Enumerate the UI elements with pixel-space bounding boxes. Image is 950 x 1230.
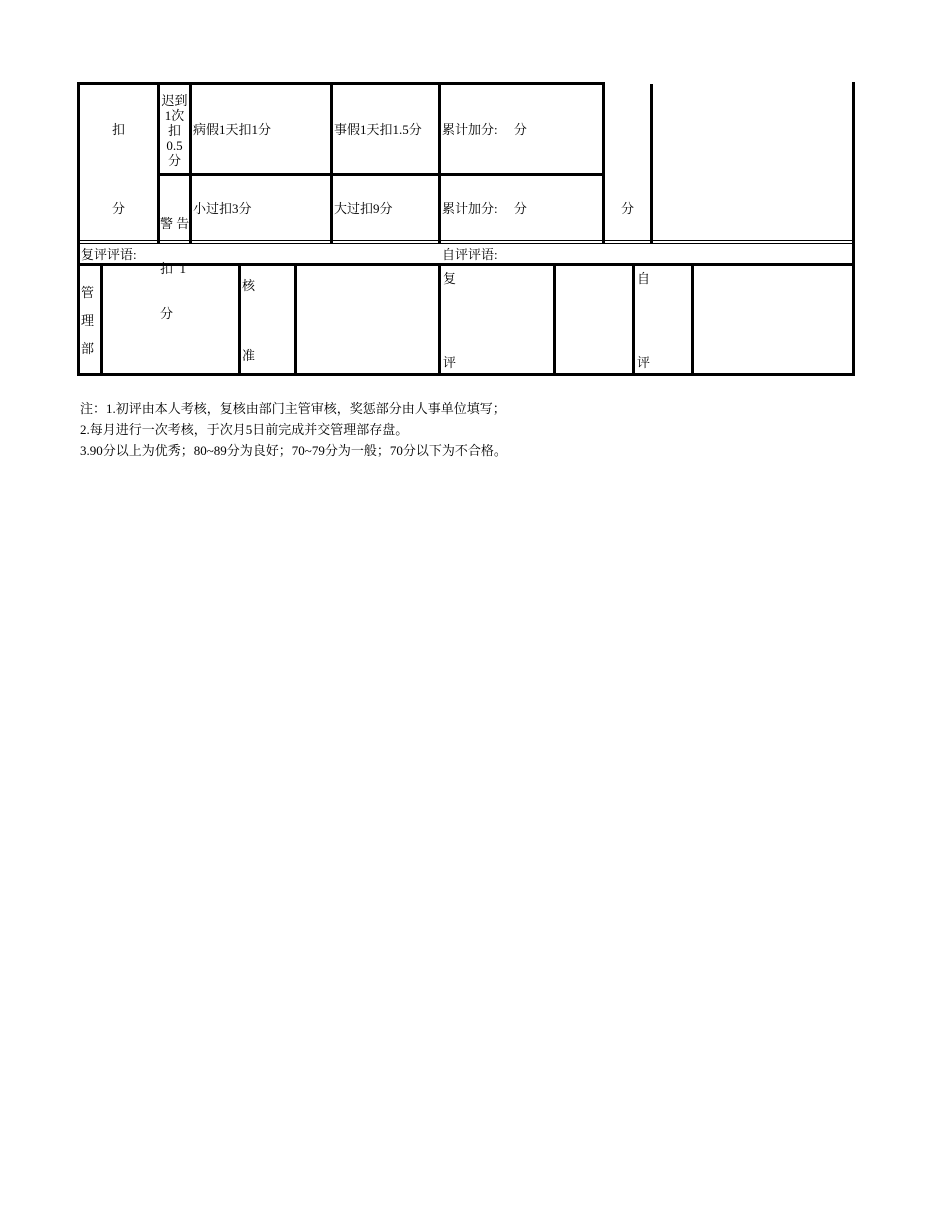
- review-comment-label: 复评评语:: [81, 247, 137, 262]
- minor-fault-rule: 小过扣3分: [193, 201, 252, 216]
- personal-leave-rule: 事假1天扣1.5分: [334, 122, 422, 137]
- warning-rule-line: 分: [160, 306, 174, 321]
- comments-row-divider: [77, 263, 855, 266]
- warning-rule: [160, 186, 190, 336]
- deduction-col-4: [438, 82, 441, 243]
- sign-col-7: [691, 265, 694, 375]
- sign-col-1: [100, 265, 103, 375]
- sign-col-2: [238, 265, 241, 375]
- table-border-bottom: [77, 373, 855, 376]
- deduction-label-top: 扣: [111, 122, 125, 137]
- note-line: 注：1.初评由本人考核，复核由部门主管审核，奖惩部分由人事单位填写；: [80, 401, 506, 416]
- notes-section: [80, 398, 507, 461]
- self-sign-label-top: 自: [637, 271, 651, 286]
- major-fault-rule: 大过扣9分: [334, 201, 393, 216]
- mgmt-dept-char: 管: [81, 285, 95, 300]
- deduction-col-5: [602, 82, 605, 243]
- section-divider: [77, 240, 855, 244]
- note-line: 2.每月进行一次考核，于次月5日前完成并交管理部存盘。: [80, 422, 409, 437]
- score-unit: 分: [620, 201, 634, 216]
- late-rule-line: 1次: [164, 108, 185, 123]
- late-rule-line: 0.5: [166, 138, 183, 153]
- cumulative-score-top: 累计加分: 分: [442, 122, 527, 137]
- deduction-col-6: [650, 84, 653, 243]
- late-rule-line: 扣: [167, 123, 181, 138]
- late-rule-line: 分: [167, 153, 181, 168]
- sign-col-5: [553, 265, 556, 375]
- deduction-row-divider: [157, 173, 605, 176]
- late-rule: [160, 93, 189, 168]
- self-sign-label-bottom: 评: [637, 355, 651, 370]
- late-rule-line: 迟到: [161, 93, 188, 108]
- review-sign-label-top: 复: [443, 271, 457, 286]
- table-border-right: [852, 82, 855, 376]
- warning-rule-line: 扣 1: [160, 261, 187, 276]
- mgmt-dept-char: 理: [81, 313, 95, 328]
- approve-label-top: 核: [242, 278, 256, 293]
- cumulative-score-bottom: 累计加分: 分: [442, 201, 527, 216]
- self-comment-label: 自评评语:: [442, 247, 498, 262]
- sign-col-4: [438, 265, 441, 375]
- mgmt-dept-char: 部: [81, 341, 95, 356]
- review-sign-label-bottom: 评: [443, 355, 457, 370]
- approve-label-bottom: 准: [242, 348, 256, 363]
- sign-col-6: [632, 265, 635, 375]
- deduction-col-3: [330, 82, 333, 243]
- note-line: 3.90分以上为优秀；80~89分为良好；70~79分为一般；70分以下为不合格。: [80, 443, 507, 458]
- deduction-label-bottom: 分: [111, 201, 125, 216]
- sick-leave-rule: 病假1天扣1分: [193, 122, 272, 137]
- warning-rule-line: 警 告: [160, 216, 190, 231]
- sign-col-3: [294, 265, 297, 375]
